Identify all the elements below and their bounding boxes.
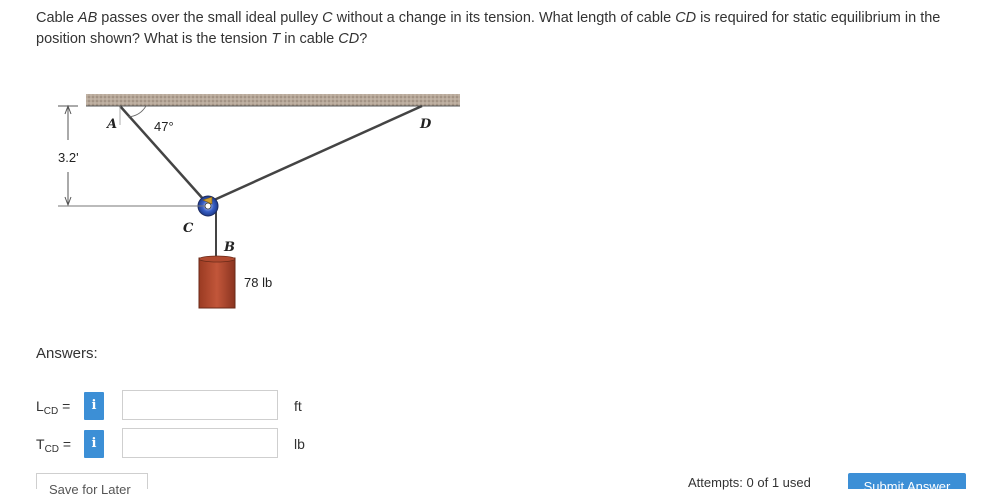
label-dimension: 3.2' (58, 150, 79, 165)
submit-answer-button[interactable]: Submit Answer (848, 473, 966, 489)
label-angle: 47° (154, 119, 174, 134)
ceiling (86, 94, 460, 106)
answer-label-tcd: $T_{CD}$ = (36, 436, 72, 455)
answer-row-lcd (36, 390, 336, 422)
save-for-later-button[interactable]: Save for Later (36, 473, 148, 489)
info-icon[interactable]: i (84, 392, 104, 420)
label-b: B (224, 240, 235, 255)
answers-heading: Answers: (36, 345, 98, 362)
label-d: D (420, 117, 432, 132)
label-a: A (107, 117, 118, 132)
lcd-input[interactable] (122, 390, 278, 420)
answer-label-lcd: $L_{CD}$ = (36, 398, 71, 417)
cable-cd (214, 106, 422, 200)
label-weight: 78 lb (244, 275, 273, 290)
weight-block (199, 258, 235, 308)
tcd-input[interactable] (122, 428, 278, 458)
label-c: C (183, 221, 194, 236)
attempts-text: Attempts: 0 of 1 used (688, 475, 811, 490)
answer-row-tcd (36, 428, 336, 460)
question-text: Cable AB passes over the small ideal pulley C without a change in its tension. What length of cable CD is required for static equilibrium in the position shown? What is the tension T in cable CD? (36, 10, 941, 47)
info-icon[interactable]: i (84, 430, 104, 458)
answer-unit-ft: ft (294, 398, 302, 414)
answer-unit-lb: lb (294, 436, 305, 452)
